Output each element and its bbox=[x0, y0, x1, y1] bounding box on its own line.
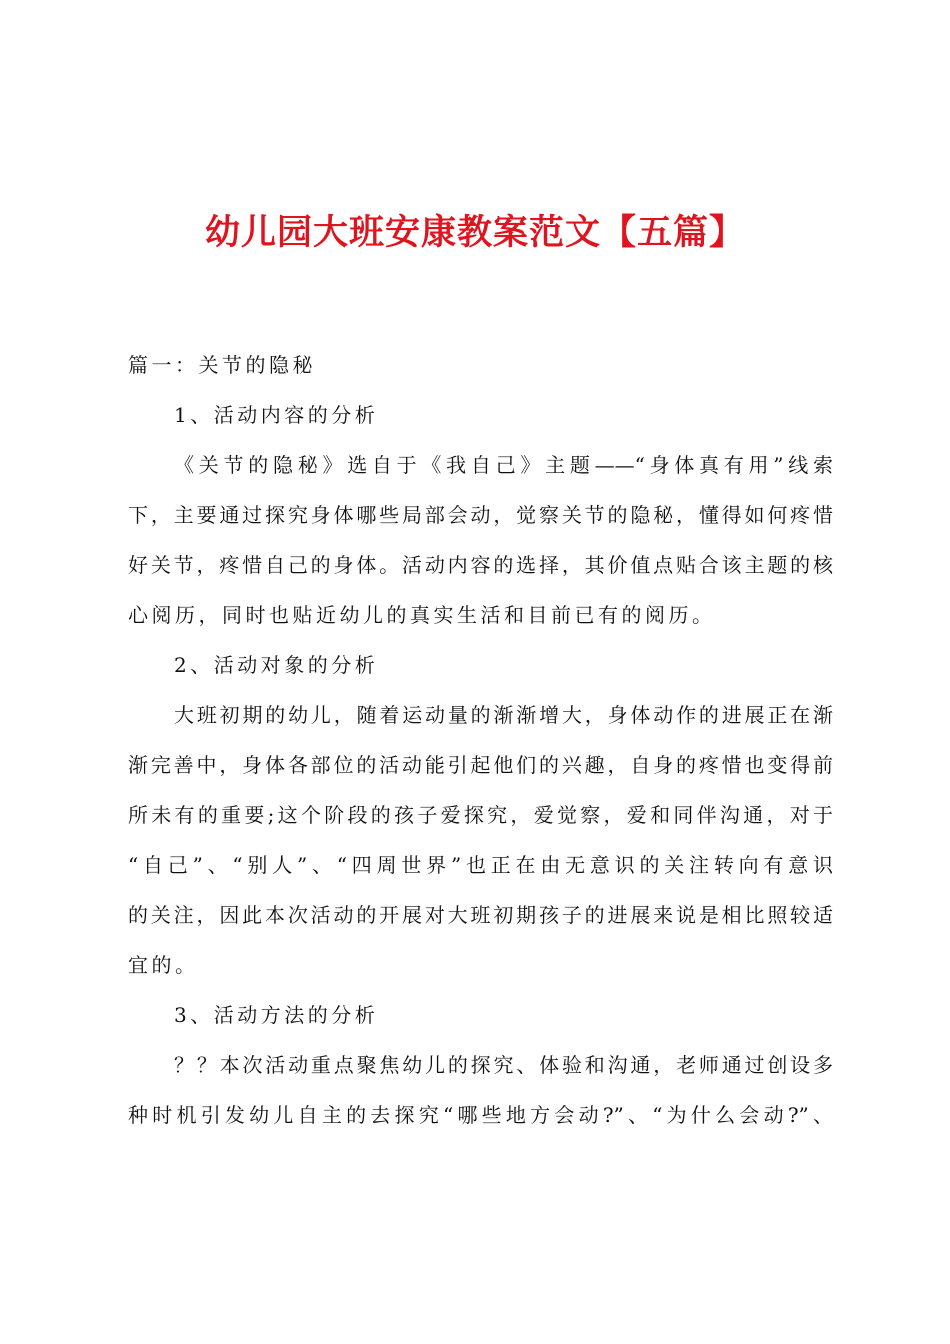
section-heading: 1、活动内容的分析 bbox=[174, 403, 379, 427]
paragraph-line: “自己”、“别人”、“四周世界”也正在由无意识的关注转向有意识 bbox=[128, 853, 833, 877]
document-title: 幼儿园大班安康教案范文【五篇】 bbox=[204, 213, 745, 253]
paragraph-line: 的关注，因此本次活动的开展对大班初期孩子的进展来说是相比照较适 bbox=[128, 903, 833, 927]
paragraph-line: 宜的。 bbox=[128, 953, 199, 977]
paragraph-line: 好关节，疼惜自己的身体。活动内容的选择，其价值点贴合该主题的核 bbox=[128, 553, 833, 577]
section-heading: 3、活动方法的分析 bbox=[174, 1003, 379, 1027]
section-heading: 2、活动对象的分析 bbox=[174, 653, 379, 677]
paragraph-line: 下，主要通过探究身体哪些局部会动，觉察关节的隐秘，懂得如何疼惜 bbox=[128, 503, 833, 527]
paragraph-line: 所未有的重要;这个阶段的孩子爱探究，爱觉察，爱和同伴沟通，对于 bbox=[128, 803, 833, 827]
chapter-heading: 篇一：关节的隐秘 bbox=[128, 353, 316, 377]
paragraph-line: 心阅历，同时也贴近幼儿的真实生活和目前已有的阅历。 bbox=[128, 603, 716, 627]
paragraph-line: 渐完善中，身体各部位的活动能引起他们的兴趣，自身的疼惜也变得前 bbox=[128, 753, 833, 777]
document-body bbox=[128, 340, 833, 1140]
paragraph-line: 种时机引发幼儿自主的去探究“哪些地方会动?”、“为什么会动?”、 bbox=[128, 1103, 833, 1127]
paragraph-line: 大班初期的幼儿，随着运动量的渐渐增大，身体动作的进展正在渐 bbox=[174, 703, 833, 727]
paragraph-line: ？？本次活动重点聚焦幼儿的探究、体验和沟通，老师通过创设多 bbox=[174, 1053, 833, 1077]
paragraph-line: 《关节的隐秘》选自于《我自己》主题——“身体真有用”线索 bbox=[174, 453, 833, 477]
